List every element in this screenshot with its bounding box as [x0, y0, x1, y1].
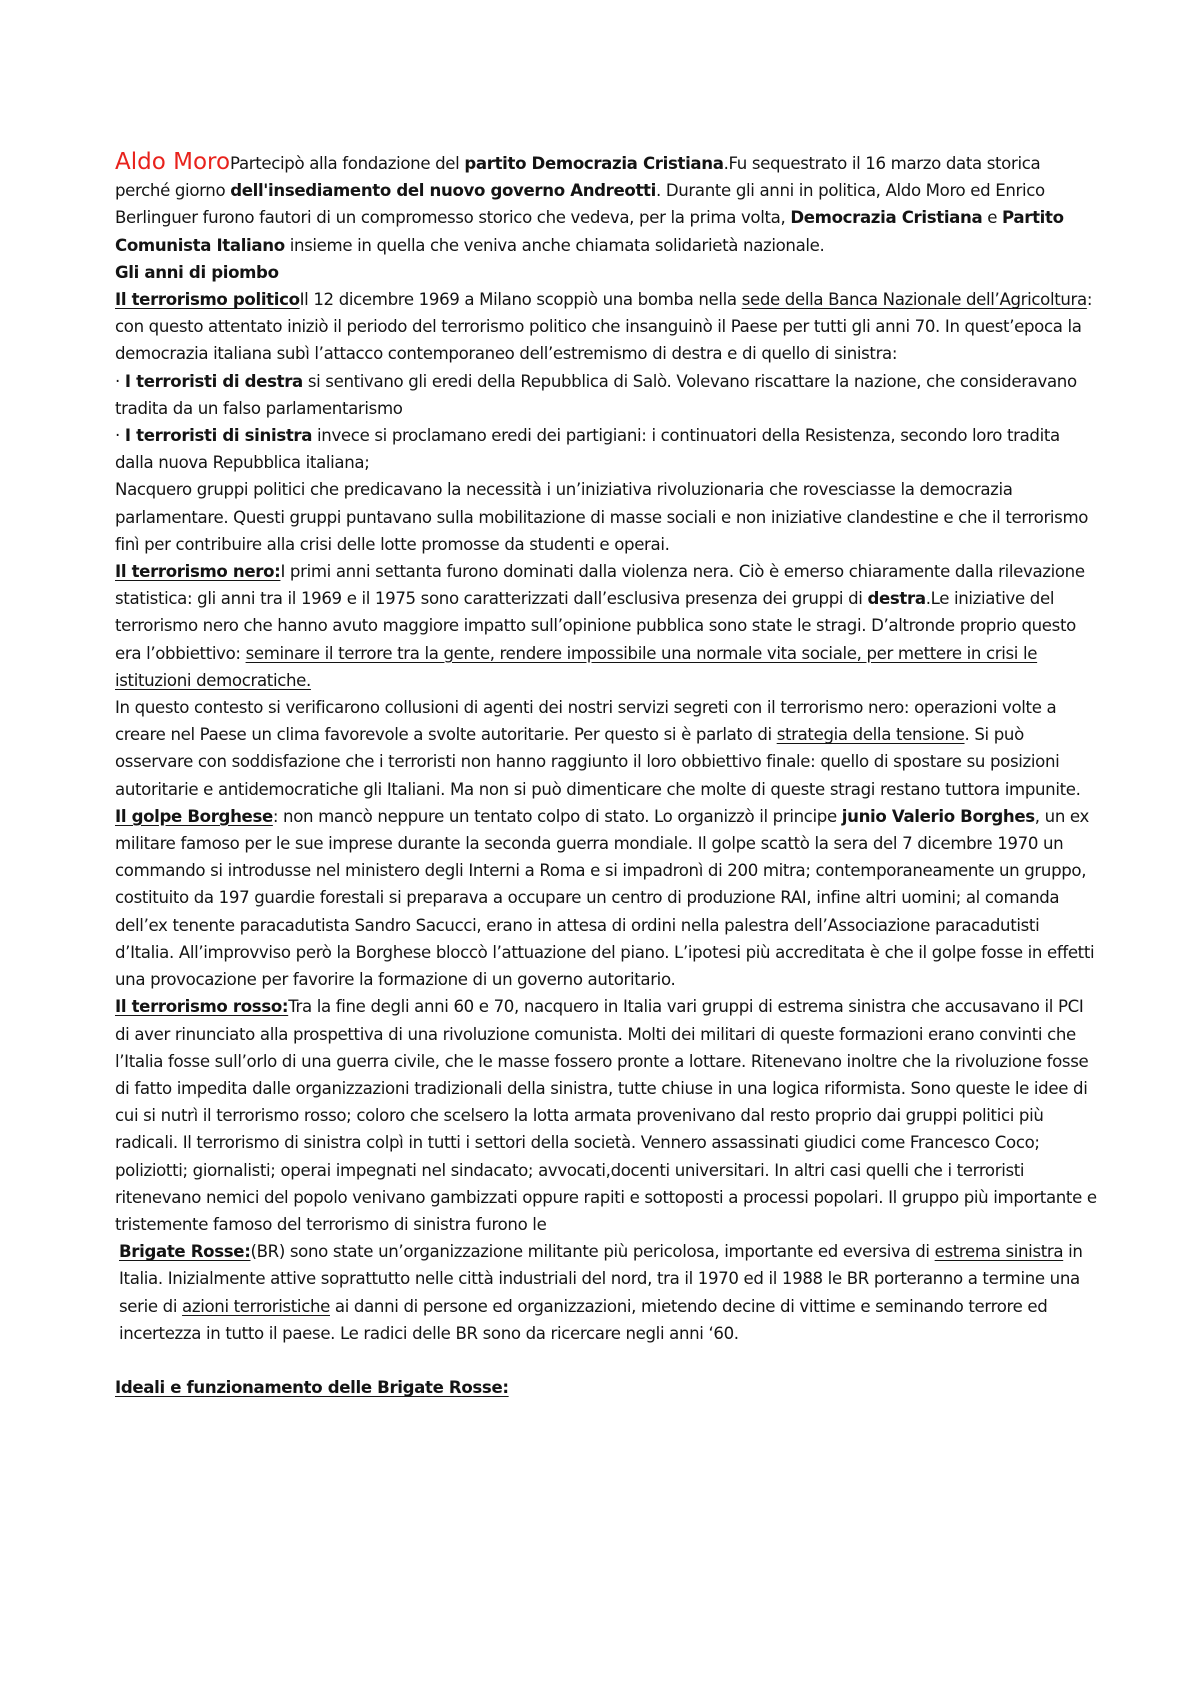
underlined-text: strategia della tensione: [776, 725, 965, 745]
text: : con questo attentato iniziò il periodo del terrorismo politico che insanguinò il Paese per tutti gli anni 70. In quest’epoca la democrazia italiana subì l’attacco contemporaneo dell’estremismo di destra e di quello di sinistra:: [115, 290, 1093, 364]
section-heading: Ideali e funzionamento delle Brigate Rosse:: [115, 1378, 509, 1398]
bold-text: Partito Comunista Italiano: [115, 208, 1064, 255]
text: Il 12 dicembre 1969 a Milano scoppiò una bomba nella: [299, 290, 742, 310]
bold-text: I terroristi di destra: [124, 371, 303, 391]
text: I primi anni settanta furono dominati dalla violenza nera. Ciò è emerso chiaramente dalla rilevazione statistica: gli anni tra il 1969 e il 1975 sono caratterizzati dall’esclusiva presenza dei gruppi di: [115, 562, 1085, 609]
text: . Durante gli anni in politica, Aldo Moro ed Enrico Berlinguer furono fautori di un compromesso storico che vedeva, per la prima volta,: [115, 181, 1045, 228]
bullet-terroristi-destra: [115, 368, 1100, 422]
underlined-text: sede della Banca Nazionale dell’Agricoltura: [741, 290, 1087, 310]
paragraph-terrorismo-nero: [115, 558, 1100, 694]
section-heading: Il terrorismo rosso:: [115, 997, 289, 1017]
text: invece si proclamano eredi dei partigiani: i continuatori della Resistenza, secondo loro tradita dalla nuova Repubblica italiana;: [115, 426, 1060, 473]
underlined-text: estrema sinistra: [934, 1242, 1064, 1262]
bold-text: partito Democrazia Cristiana: [464, 154, 724, 173]
paragraph-golpe-borghese: [115, 803, 1100, 993]
text: Nacquero gruppi politici che predicavano la necessità i un’iniziativa rivoluzionaria che rovesciasse la democrazia parlamentare. Questi gruppi puntavano sulla mobilitazione di masse sociali e non iniziative clandestine e che il terrorismo finì per contribuire alla crisi delle lotte promosse da studenti e operai.: [115, 480, 1089, 554]
bold-text: destra: [867, 589, 926, 609]
section-heading: Brigate Rosse:: [119, 1242, 251, 1262]
text: In questo contesto si verificarono collusioni di agenti dei nostri servizi segreti con il terrorismo nero: operazioni volte a creare nel Paese un clima favorevole a svolte autoritarie. Per questo si è parlato di: [115, 698, 1057, 745]
text: e: [982, 208, 1003, 228]
blank-line: [115, 1347, 1100, 1374]
bullet: ·: [115, 371, 125, 391]
bold-text: dell'insediamento del nuovo governo Andreotti: [230, 181, 656, 201]
text: Partecipò alla fondazione del: [230, 154, 465, 173]
bold-text: I terroristi di sinistra: [124, 426, 313, 446]
bold-text: Democrazia Cristiana: [790, 208, 983, 228]
section-heading: Il terrorismo nero:: [115, 562, 281, 582]
paragraph-terrorismo-rosso: [115, 993, 1100, 1238]
text: Tra la fine degli anni 60 e 70, nacquero in Italia vari gruppi di estrema sinistra che accusavano il PCI di aver rinunciato alla prospettiva di una rivoluzione comunista. Molti dei militari di queste formazioni erano convinti che l’Italia fosse sull’orlo di una guerra civile, che le masse fossero pronte a lottare. Ritenevano inoltre che la rivoluzione fosse di fatto impedita dalle organizzazioni tradizionali della sinistra, tutte chiuse in una logica riformista. Sono queste le idee di cui si nutrì il terrorismo rosso; coloro che scelsero la lotta armata provenivano dal resto proprio dai gruppi politici più radicali. Il terrorismo di sinistra colpì in tutti i settori della società. Vennero assassinati giudici come Francesco Coco; poliziotti; giornalisti; operai impegnati nel sindacato; avvocati,docenti universitari. In altri casi quelli che i terroristi ritenevano nemici del popolo venivano gambizzati oppure rapiti e sottoposti a processi popolari. Il gruppo più importante e tristemente famoso del terrorismo di sinistra furono le: [115, 997, 1097, 1234]
bold-text: junio Valerio Borghes: [841, 806, 1035, 826]
underlined-text: azioni terroristiche: [182, 1296, 330, 1316]
section-heading-ideali: [115, 1374, 1100, 1401]
paragraph-strategia-tensione: [115, 694, 1100, 803]
section-heading: Gli anni di piombo: [115, 262, 279, 282]
text: insieme in quella che veniva anche chiamata solidarietà nazionale.: [284, 235, 825, 255]
section-heading-anni-di-piombo: [115, 259, 1100, 286]
document-page: [115, 149, 1100, 1401]
text: in Italia. Inizialmente attive soprattutto nelle città industriali del nord, tra il 1970 ed il 1988 le BR porteranno a termine una serie di: [119, 1242, 1083, 1316]
text: .Fu sequestrato il 16 marzo data storica perché giorno: [115, 154, 1041, 201]
text: . Si può osservare con soddisfazione che i terroristi non hanno raggiunto il loro obbiettivo finale: quello di spostare su posizioni autoritarie e antidemocratiche gli Italiani. Ma non si può dimenticare che molte di queste stragi restano tuttora impunite.: [115, 725, 1081, 799]
text: , un ex militare famoso per le sue imprese durante la seconda guerra mondiale. Il golpe scattò la sera del 7 dicembre 1970 un commando si introdusse nel ministero degli Interni a Roma e si impadronì di 200 mitra; contemporaneamente un gruppo, costituito da 197 guardie forestali si preparava a occupare un centro di produzione RAI, infine altri uomini; al comanda dell’ex tenente paracadutista Sandro Sacucci, erano in attesa di ordini nella palestra dell’Associazione paracadutisti d’Italia. All’improvviso però la Borghese bloccò l’attuazione del piano. L’ipotesi più accreditata è che il golpe fosse in effetti una provocazione per favorire la formazione di un governo autoritario.: [115, 806, 1095, 990]
section-heading: Il golpe Borghese: [115, 806, 273, 826]
text: si sentivano gli eredi della Repubblica di Salò. Volevano riscattare la nazione, che consideravano tradita da un falso parlamentarismo: [115, 371, 1077, 418]
underlined-text: seminare il terrore tra la gente, rendere impossibile una normale vita sociale, per mettere in crisi le istituzioni democratiche.: [115, 643, 1038, 690]
text: : non mancò neppure un tentato colpo di stato. Lo organizzò il principe: [272, 806, 842, 826]
paragraph-gruppi-politici: [115, 476, 1100, 558]
text: .Le iniziative del terrorismo nero che hanno avuto maggiore impatto sull’opinione pubblica sono state le stragi. D’altronde proprio questo era l’obbiettivo:: [115, 589, 1076, 663]
paragraph-brigate-rosse: [115, 1238, 1100, 1347]
section-heading: Il terrorismo politico: [115, 290, 300, 310]
bullet: ·: [115, 426, 125, 446]
text: ai danni di persone ed organizzazioni, mietendo decine di vittime e seminando terrore ed incertezza in tutto il paese. Le radici delle BR sono da ricercare negli anni ‘60.: [119, 1296, 1048, 1343]
bullet-terroristi-sinistra: [115, 422, 1100, 476]
document-title: Aldo Moro: [115, 149, 231, 175]
paragraph-aldo-moro: [115, 149, 1100, 259]
paragraph-terrorismo-politico: [115, 286, 1100, 368]
text: (BR) sono state un’organizzazione militante più pericolosa, importante ed eversiva di: [250, 1242, 935, 1262]
